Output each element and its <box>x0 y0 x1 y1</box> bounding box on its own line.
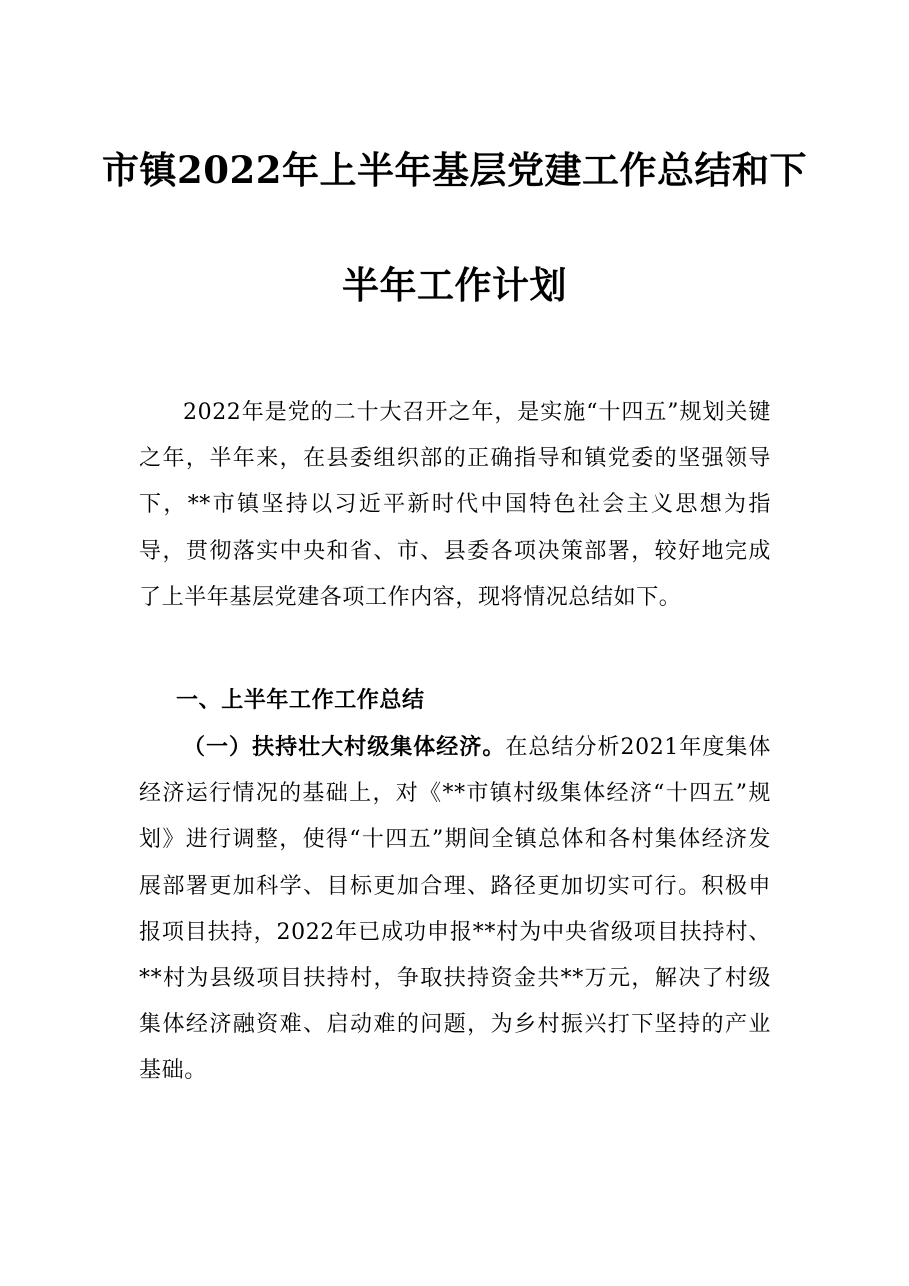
section-1-heading: 一、上半年工作工作总结 <box>176 688 425 713</box>
document-title-line-2: 半年工作计划 <box>342 263 567 307</box>
subsection-1-body: 在总结分析2021年度集体经济运行情况的基础上，对《**市镇村级集体经济“十四五”规划》进行调整，使得“十四五”期间全镇总体和各村集体经济发展部署更加科学、目标更加合理、路径更加切实可行。积极申报项目扶持，2022年已成功申报**村为中央省级项目扶持村、**村为县级项目扶持村，争取扶持资金共**万元，解决了村级集体经济融资难、启动难的问题，为乡村振兴打下坚持的产业基础。 <box>139 735 771 1084</box>
subsection-1-lead: （一）扶持壮大村级集体经济。 <box>183 735 506 760</box>
subsection-1-paragraph <box>139 725 771 1095</box>
intro-paragraph: 2022年是党的二十大召开之年，是实施“十四五”规划关键之年，半年来，在县委组织部的正确指导和镇党委的坚强领导下，**市镇坚持以习近平新时代中国特色社会主义思想为指导，贯彻落实中央和省、市、县委各项决策部署，较好地完成了上半年基层党建各项工作内容，现将情况总结如下。 <box>139 400 771 610</box>
document-title-line-1: 市镇2022年上半年基层党建工作总结和下 <box>102 148 807 192</box>
